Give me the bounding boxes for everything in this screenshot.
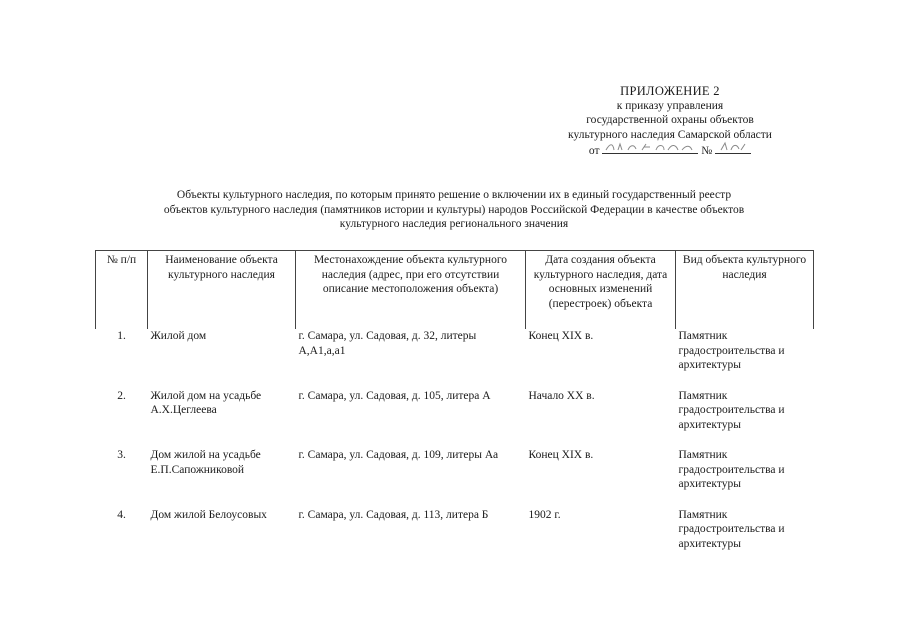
row-address: г. Самара, ул. Садовая, д. 109, литеры Аа (298, 449, 499, 461)
heading-line-1: Объекты культурного наследия, по которым принято решение о включении их в единый государственный реестр (176, 189, 732, 201)
appendix-block (520, 84, 820, 159)
row-name: Дом жилой на усадьбе Е.П.Сапожниковой (150, 449, 261, 476)
heading-line-3: культурного наследия регионального значения (339, 218, 569, 230)
heading-line-2: объектов культурного наследия (памятников истории и культуры) народов Российской Федерации в качестве объектов (163, 203, 745, 216)
row-name: Жилой дом (150, 330, 207, 342)
order-from-label: от (588, 145, 600, 157)
row-number: 4. (117, 508, 126, 521)
appendix-line-2: государственной охраны объектов (586, 114, 754, 126)
table-row (96, 389, 814, 449)
row-number: 3. (117, 449, 126, 461)
row-type: Памятник градостроительства и архитектуры (678, 449, 785, 490)
order-number-label: № (701, 145, 713, 157)
row-date: 1902 г. (528, 508, 561, 521)
table-row (96, 508, 814, 568)
heritage-table-wrapper (95, 250, 813, 567)
row-number: 2. (117, 389, 126, 402)
header-name: Наименование объекта культурного наследия (148, 251, 296, 330)
row-type: Памятник градостроительства и архитектуры (678, 389, 785, 431)
table-header-row (96, 251, 814, 330)
appendix-line-1: к приказу управления (616, 99, 724, 112)
row-date: Конец XIX в. (528, 330, 594, 342)
row-name: Жилой дом на усадьбе А.Х.Цеглеева (150, 389, 262, 416)
handwritten-date-signature (602, 142, 698, 154)
row-type: Памятник градостроительства и архитектуры (678, 330, 785, 371)
table-row (96, 448, 814, 508)
row-number: 1. (117, 330, 126, 342)
order-date-number-line (589, 142, 751, 159)
row-address: г. Самара, ул. Садовая, д. 113, литера Б (298, 508, 489, 521)
row-date: Конец XIX в. (528, 449, 594, 461)
row-address: г. Самара, ул. Садовая, д. 105, литера А (298, 389, 491, 402)
row-address: г. Самара, ул. Садовая, д. 32, литеры А,А1,а,а1 (298, 330, 477, 357)
heritage-objects-table (95, 250, 814, 567)
header-location: Местонахождение объекта культурного наследия (адрес, при его отсутствии описание местоположения объекта) (296, 251, 526, 330)
header-number: № п/п (96, 251, 148, 330)
table-row (96, 329, 814, 389)
row-date: Начало XX в. (528, 389, 595, 402)
header-type: Вид объекта культурного наследия (676, 251, 814, 330)
document-heading (95, 188, 813, 232)
row-name: Дом жилой Белоусовых (150, 508, 267, 521)
appendix-title: ПРИЛОЖЕНИЕ 2 (620, 84, 720, 98)
row-type: Памятник градостроительства и архитектуры (678, 508, 785, 550)
handwritten-number-signature (715, 142, 751, 154)
header-date: Дата создания объекта культурного наследия, дата основных изменений (перестроек) объекта (526, 251, 676, 330)
appendix-line-3: культурного наследия Самарской области (568, 128, 772, 141)
